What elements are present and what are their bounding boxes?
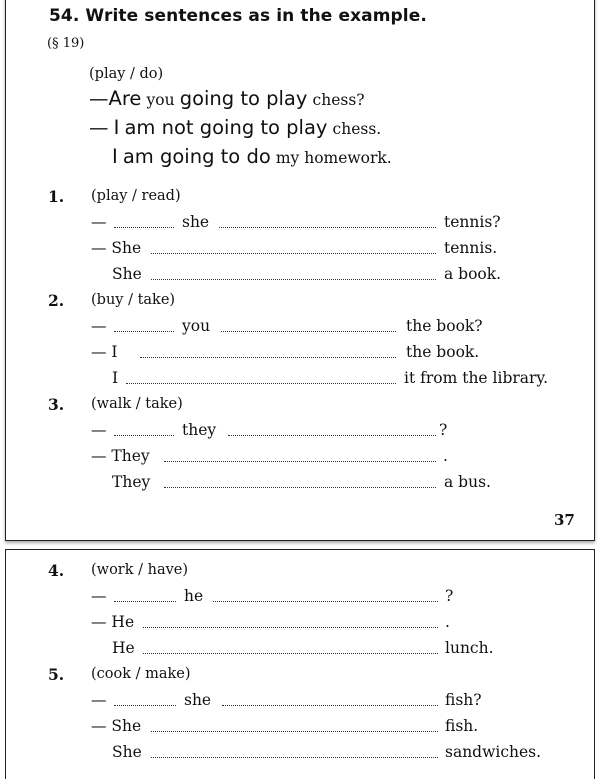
page-number: 37 — [554, 511, 575, 529]
question-subject: they — [182, 421, 217, 439]
blank-field[interactable] — [143, 653, 438, 654]
positive-lead: They — [112, 473, 151, 491]
item-number: 4. — [48, 561, 65, 580]
line-ending: ? — [439, 421, 448, 439]
example-word: am not going to play — [124, 116, 328, 139]
line-ending: tennis. — [444, 239, 498, 257]
blank-field[interactable] — [164, 487, 436, 488]
blank-field[interactable] — [164, 461, 436, 462]
blank-field[interactable] — [219, 227, 436, 228]
question-subject: she — [184, 691, 212, 709]
question-subject: he — [184, 587, 204, 605]
blank-field[interactable] — [140, 357, 396, 358]
blank-field[interactable] — [143, 627, 438, 628]
example-word: Are — [108, 87, 142, 110]
item-number: 2. — [48, 291, 65, 310]
question-subject: you — [182, 317, 211, 335]
example-word: chess? — [312, 91, 365, 109]
blank-field[interactable] — [126, 383, 396, 384]
question-dash: — — [91, 317, 107, 335]
blank-field[interactable] — [114, 435, 174, 436]
line-ending: . — [443, 447, 448, 465]
item-hint: (play / read) — [91, 188, 181, 204]
item-hint: (cook / make) — [91, 666, 191, 682]
example-line-1 — [89, 87, 365, 110]
item-number: 5. — [48, 665, 65, 684]
item-hint: (work / have) — [91, 562, 189, 578]
blank-field[interactable] — [114, 331, 174, 332]
positive-lead: I — [112, 369, 119, 387]
example-word: you — [146, 91, 175, 109]
question-dash: — — [91, 691, 107, 709]
item-hint: (walk / take) — [91, 396, 183, 412]
example-word: going to play — [179, 87, 308, 110]
line-ending: the book? — [406, 317, 483, 335]
question-dash: — — [91, 213, 107, 231]
blank-field[interactable] — [222, 705, 438, 706]
line-ending: tennis? — [444, 213, 501, 231]
negative-lead: — She — [91, 239, 142, 257]
blank-field[interactable] — [151, 279, 436, 280]
blank-field[interactable] — [228, 435, 436, 436]
item-hint: (buy / take) — [91, 292, 176, 308]
textbook-page-38 — [5, 549, 595, 779]
blank-field[interactable] — [151, 253, 436, 254]
example-line-2 — [89, 116, 381, 139]
question-dash: — — [91, 587, 107, 605]
line-ending: the book. — [406, 343, 480, 361]
blank-field[interactable] — [114, 601, 176, 602]
blank-field[interactable] — [151, 757, 438, 758]
negative-lead: — They — [91, 447, 150, 465]
example-hint: (play / do) — [89, 66, 164, 82]
item-number: 3. — [48, 395, 65, 414]
line-ending: a book. — [444, 265, 502, 283]
blank-field[interactable] — [114, 705, 176, 706]
line-ending: fish. — [445, 717, 479, 735]
example-word: I — [112, 145, 118, 168]
positive-lead: She — [112, 743, 142, 761]
line-ending: fish? — [445, 691, 482, 709]
example-word: I — [113, 116, 120, 139]
example-word: am going to do — [122, 145, 271, 168]
question-subject: she — [182, 213, 210, 231]
line-ending: . — [445, 613, 450, 631]
line-ending: it from the library. — [404, 369, 549, 387]
line-ending: ? — [445, 587, 454, 605]
example-dash: — — [89, 116, 109, 139]
negative-lead: — He — [91, 613, 135, 631]
negative-lead: — She — [91, 717, 142, 735]
blank-field[interactable] — [151, 731, 438, 732]
blank-field[interactable] — [114, 227, 174, 228]
line-ending: lunch. — [445, 639, 494, 657]
line-ending: sandwiches. — [445, 743, 542, 761]
example-word: chess. — [332, 120, 382, 138]
item-number: 1. — [48, 187, 65, 206]
blank-field[interactable] — [221, 331, 396, 332]
grammar-reference: (§ 19) — [47, 36, 85, 51]
example-word: my homework. — [275, 149, 392, 167]
example-dash: — — [89, 87, 109, 110]
positive-lead: She — [112, 265, 142, 283]
positive-lead: He — [112, 639, 135, 657]
question-dash: — — [91, 421, 107, 439]
example-line-3 — [112, 145, 392, 168]
blank-field[interactable] — [213, 601, 438, 602]
line-ending: a bus. — [444, 473, 491, 491]
negative-lead: — I — [91, 343, 118, 361]
textbook-page-37 — [5, 0, 595, 541]
exercise-title: 54. Write sentences as in the example. — [49, 6, 427, 26]
